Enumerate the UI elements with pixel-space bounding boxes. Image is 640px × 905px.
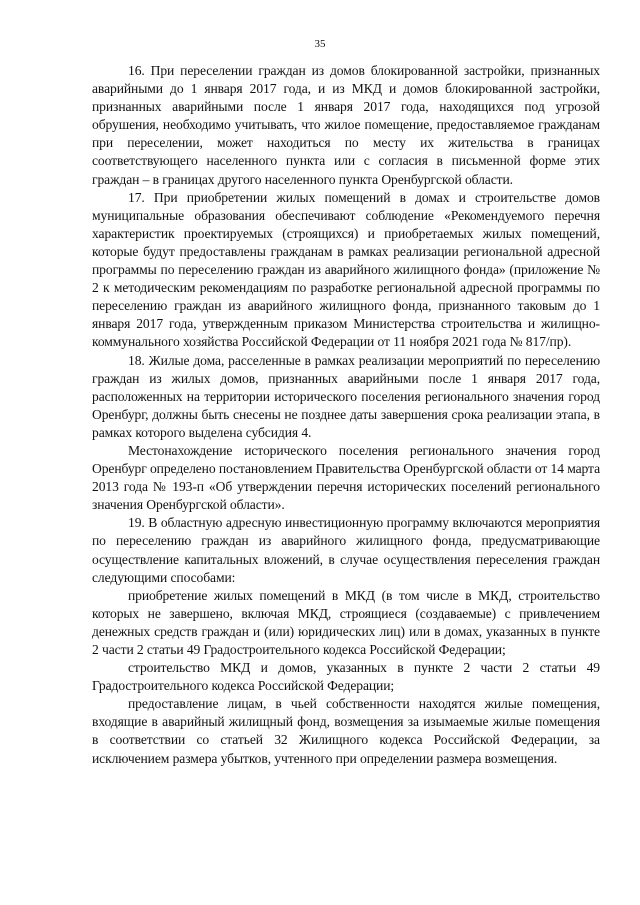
paragraph-historic-settlement: Местонахождение исторического поселения регионального значения город Оренбург определено постановлением Правительства Оренбургской области от 14 марта 2013 года № 193-п «Об утверждении перечня исторических поселений регионального значения Оренбургской области». (92, 442, 600, 513)
paragraph-method-construction: строительство МКД и домов, указанных в пункте 2 части 2 статьи 49 Градостроительного кодекса Российской Федерации; (92, 660, 600, 694)
document-body (92, 62, 600, 768)
paragraph-method-purchase: приобретение жилых помещений в МКД (в том числе в МКД, строительство которых не завершено, включая МКД, строящиеся (создаваемые) с привлечением денежных средств граждан и (или) юридических лиц) или в домах, указанных в пункте 2 части 2 статьи 49 Градостроительного кодекса Российской Федерации; (92, 587, 600, 657)
paragraph-18: 18. Жилые дома, расселенные в рамках реализации мероприятий по переселению граждан из жилых домов, признанных аварийными после 1 января 2017 года, расположенных на территории исторического поселения регионального значения город Оренбург, должны быть снесены не позднее даты завершения срока реализации этапа, в рамках которого выделена субсидия 4. (92, 352, 600, 440)
paragraph-17: 17. При приобретении жилых помещений в домах и строительстве домов муниципальные образования обеспечивают соблюдение «Рекомендуемого перечня характеристик проектируемых (строящихся) и приобретаемых жилых помещений, которые будут предоставлены гражданам в рамках реализации региональной адресной программы по переселению граждан из аварийного жилищного фонда» (приложение № 2 к методическим рекомендациям по разработке региональной адресной программы по переселению граждан из аварийного жилищного фонда, признанного таковым до 1 января 2017 года, утвержденным приказом Министерства строительства и жилищно-коммунального хозяйства Российской Федерации от 11 ноября 2021 года № 817/пр). (92, 189, 600, 350)
paragraph-19: 19. В областную адресную инвестиционную программу включаются мероприятия по переселению граждан из аварийного жилищного фонда, предусматривающие осуществление капитальных вложений, в случае осуществления переселения граждан следующими способами: (92, 515, 600, 585)
paragraph-16: 16. При переселении граждан из домов блокированной застройки, признанных аварийными до 1 января 2017 года, и из МКД и домов блокированной застройки, признанных аварийными после 1 января 2017 года, находящихся под угрозой обрушения, необходимо учитывать, что жилое помещение, предоставляемое гражданам при переселении, может находиться по месту их жительства в границах соответствующего населенного пункта или с согласия в письменной форме этих граждан – в границах другого населенного пункта Оренбургской области. (92, 63, 600, 187)
page-number: 35 (314, 38, 326, 50)
paragraph-method-compensation: предоставление лицам, в чьей собственности находятся жилые помещения, входящие в аварийный жилищный фонд, возмещения за изымаемые жилые помещения в соответствии со статьей 32 Жилищного кодекса Российской Федерации, за исключением размера убытков, учтенного при определении размера возмещения. (92, 696, 600, 766)
